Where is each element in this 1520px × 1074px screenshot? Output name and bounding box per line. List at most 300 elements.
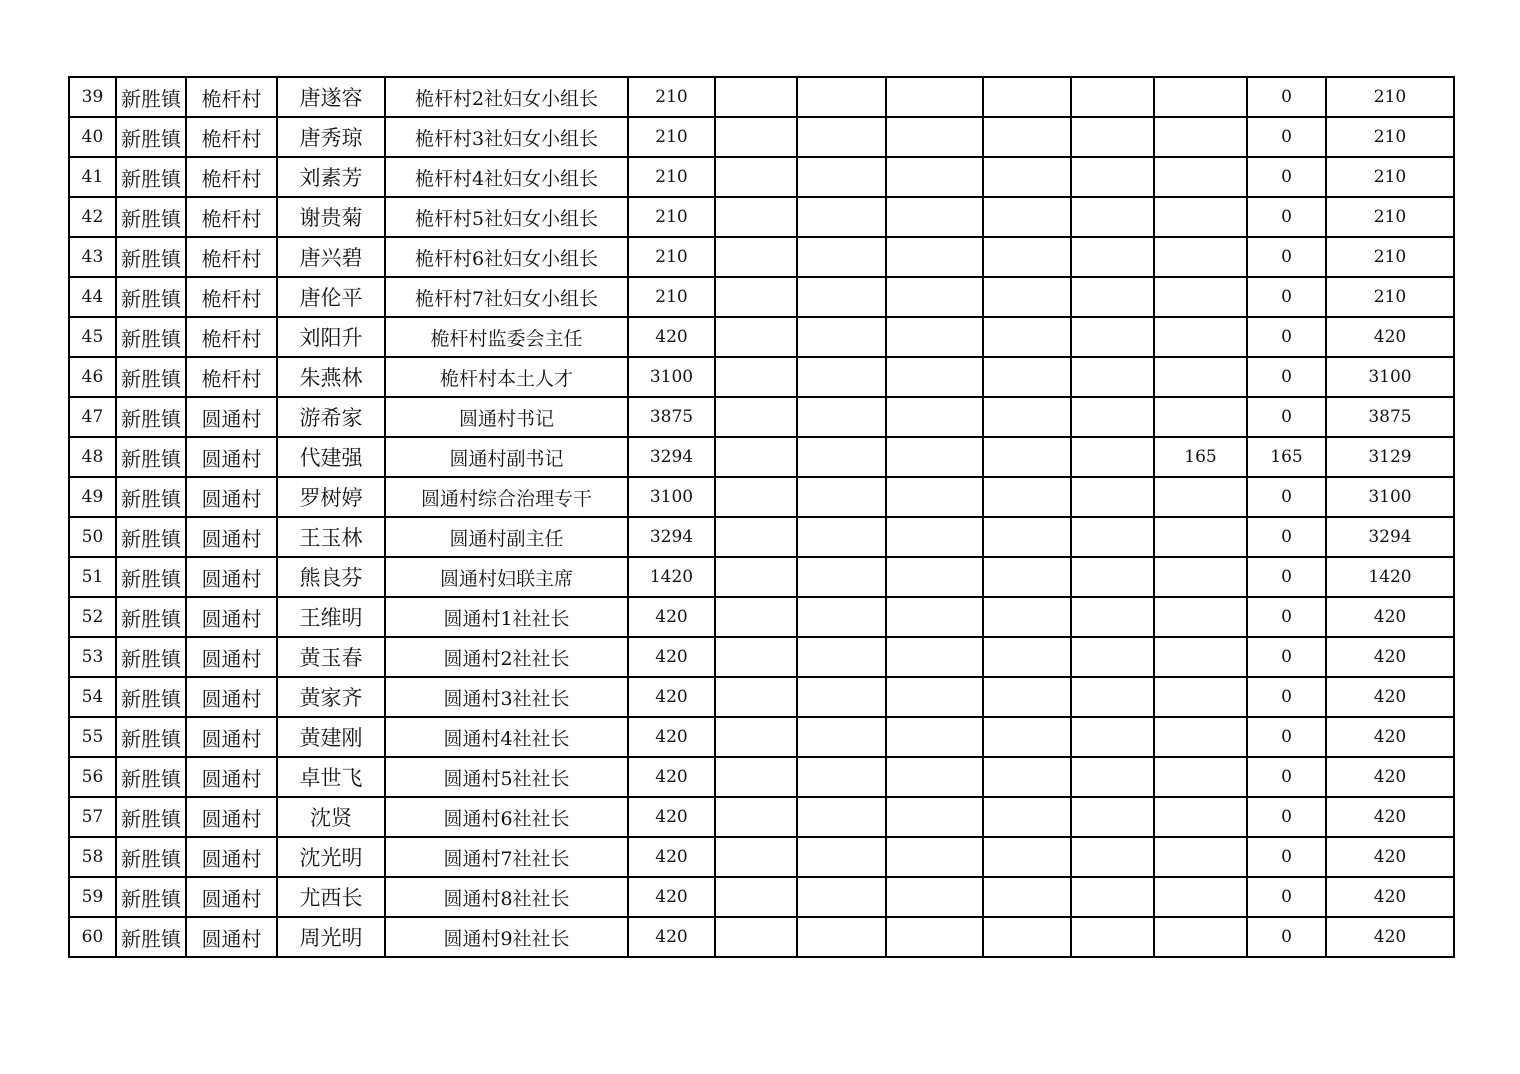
cell-col11 — [1071, 677, 1154, 717]
cell-position: 圆通村4社社长 — [385, 717, 628, 757]
cell-index: 48 — [69, 437, 116, 477]
cell-col7 — [715, 877, 797, 917]
cell-col8 — [797, 357, 886, 397]
cell-index: 58 — [69, 837, 116, 877]
table-row — [69, 357, 1454, 397]
cell-index: 47 — [69, 397, 116, 437]
cell-amount: 3100 — [628, 477, 715, 517]
cell-index: 55 — [69, 717, 116, 757]
cell-col8 — [797, 437, 886, 477]
cell-amount: 210 — [628, 77, 715, 117]
table-row — [69, 237, 1454, 277]
cell-col8 — [797, 757, 886, 797]
cell-deduction-total: 0 — [1247, 117, 1326, 157]
cell-amount: 3875 — [628, 397, 715, 437]
cell-col8 — [797, 517, 886, 557]
cell-town: 新胜镇 — [116, 277, 186, 317]
cell-town: 新胜镇 — [116, 437, 186, 477]
cell-village: 桅杆村 — [186, 237, 277, 277]
cell-index: 43 — [69, 237, 116, 277]
table-row — [69, 917, 1454, 957]
cell-col8 — [797, 477, 886, 517]
cell-col10 — [983, 757, 1071, 797]
cell-position: 圆通村妇联主席 — [385, 557, 628, 597]
cell-col7 — [715, 357, 797, 397]
cell-position: 圆通村1社社长 — [385, 597, 628, 637]
cell-position: 桅杆村7社妇女小组长 — [385, 277, 628, 317]
cell-col9 — [886, 477, 983, 517]
cell-deduction-total: 0 — [1247, 877, 1326, 917]
cell-position: 圆通村7社社长 — [385, 837, 628, 877]
cell-position: 圆通村6社社长 — [385, 797, 628, 837]
cell-col10 — [983, 277, 1071, 317]
cell-col11 — [1071, 477, 1154, 517]
cell-deduction — [1154, 717, 1247, 757]
cell-index: 50 — [69, 517, 116, 557]
cell-col9 — [886, 157, 983, 197]
cell-village: 桅杆村 — [186, 317, 277, 357]
cell-net-amount: 420 — [1326, 317, 1454, 357]
cell-village: 圆通村 — [186, 557, 277, 597]
cell-net-amount: 420 — [1326, 757, 1454, 797]
cell-col9 — [886, 277, 983, 317]
cell-position: 圆通村2社社长 — [385, 637, 628, 677]
cell-person-name: 游希家 — [277, 397, 385, 437]
cell-col9 — [886, 917, 983, 957]
cell-town: 新胜镇 — [116, 717, 186, 757]
cell-town: 新胜镇 — [116, 677, 186, 717]
cell-deduction — [1154, 677, 1247, 717]
cell-col10 — [983, 157, 1071, 197]
cell-amount: 3294 — [628, 437, 715, 477]
cell-col9 — [886, 677, 983, 717]
cell-village: 圆通村 — [186, 517, 277, 557]
cell-deduction — [1154, 277, 1247, 317]
cell-deduction-total: 0 — [1247, 597, 1326, 637]
cell-village: 圆通村 — [186, 597, 277, 637]
cell-col10 — [983, 77, 1071, 117]
cell-col11 — [1071, 557, 1154, 597]
cell-col9 — [886, 317, 983, 357]
cell-col9 — [886, 557, 983, 597]
cell-col8 — [797, 197, 886, 237]
cell-deduction-total: 0 — [1247, 197, 1326, 237]
cell-position: 圆通村书记 — [385, 397, 628, 437]
cell-net-amount: 3100 — [1326, 477, 1454, 517]
table-row — [69, 717, 1454, 757]
cell-col9 — [886, 117, 983, 157]
cell-deduction — [1154, 157, 1247, 197]
cell-deduction-total: 0 — [1247, 397, 1326, 437]
cell-col8 — [797, 397, 886, 437]
cell-person-name: 尤西长 — [277, 877, 385, 917]
cell-position: 圆通村9社社长 — [385, 917, 628, 957]
cell-person-name: 沈贤 — [277, 797, 385, 837]
cell-deduction-total: 0 — [1247, 237, 1326, 277]
cell-col7 — [715, 277, 797, 317]
cell-col11 — [1071, 597, 1154, 637]
cell-col9 — [886, 717, 983, 757]
cell-position: 圆通村副主任 — [385, 517, 628, 557]
cell-net-amount: 420 — [1326, 917, 1454, 957]
cell-person-name: 周光明 — [277, 917, 385, 957]
cell-person-name: 朱燕林 — [277, 357, 385, 397]
cell-town: 新胜镇 — [116, 517, 186, 557]
cell-col11 — [1071, 277, 1154, 317]
table-row — [69, 837, 1454, 877]
cell-town: 新胜镇 — [116, 757, 186, 797]
cell-net-amount: 210 — [1326, 277, 1454, 317]
cell-deduction — [1154, 317, 1247, 357]
cell-amount: 420 — [628, 797, 715, 837]
cell-col10 — [983, 517, 1071, 557]
table-row — [69, 637, 1454, 677]
cell-col7 — [715, 757, 797, 797]
cell-col8 — [797, 797, 886, 837]
cell-col11 — [1071, 637, 1154, 677]
cell-deduction: 165 — [1154, 437, 1247, 477]
table-row — [69, 677, 1454, 717]
cell-col7 — [715, 677, 797, 717]
table-row — [69, 597, 1454, 637]
cell-position: 圆通村5社社长 — [385, 757, 628, 797]
cell-col11 — [1071, 317, 1154, 357]
cell-col11 — [1071, 357, 1154, 397]
cell-col8 — [797, 877, 886, 917]
cell-amount: 420 — [628, 917, 715, 957]
cell-town: 新胜镇 — [116, 917, 186, 957]
cell-village: 圆通村 — [186, 797, 277, 837]
table-body — [69, 77, 1454, 957]
cell-index: 45 — [69, 317, 116, 357]
cell-village: 圆通村 — [186, 477, 277, 517]
cell-index: 44 — [69, 277, 116, 317]
cell-person-name: 卓世飞 — [277, 757, 385, 797]
cell-amount: 420 — [628, 637, 715, 677]
cell-position: 圆通村8社社长 — [385, 877, 628, 917]
cell-amount: 210 — [628, 117, 715, 157]
cell-col11 — [1071, 717, 1154, 757]
cell-col11 — [1071, 437, 1154, 477]
cell-net-amount: 210 — [1326, 197, 1454, 237]
cell-amount: 420 — [628, 717, 715, 757]
cell-col10 — [983, 197, 1071, 237]
cell-town: 新胜镇 — [116, 317, 186, 357]
cell-col10 — [983, 437, 1071, 477]
cell-col8 — [797, 277, 886, 317]
cell-col7 — [715, 237, 797, 277]
cell-amount: 420 — [628, 837, 715, 877]
cell-col10 — [983, 917, 1071, 957]
cell-deduction-total: 0 — [1247, 757, 1326, 797]
cell-village: 圆通村 — [186, 837, 277, 877]
cell-amount: 420 — [628, 677, 715, 717]
cell-col9 — [886, 637, 983, 677]
cell-net-amount: 210 — [1326, 157, 1454, 197]
salary-table — [68, 76, 1455, 958]
cell-deduction — [1154, 517, 1247, 557]
cell-person-name: 黄建刚 — [277, 717, 385, 757]
table-row — [69, 557, 1454, 597]
cell-village: 圆通村 — [186, 397, 277, 437]
cell-amount: 210 — [628, 157, 715, 197]
cell-net-amount: 3129 — [1326, 437, 1454, 477]
cell-person-name: 王维明 — [277, 597, 385, 637]
cell-col11 — [1071, 237, 1154, 277]
cell-col9 — [886, 357, 983, 397]
cell-deduction-total: 0 — [1247, 557, 1326, 597]
cell-town: 新胜镇 — [116, 397, 186, 437]
cell-position: 桅杆村2社妇女小组长 — [385, 77, 628, 117]
cell-deduction — [1154, 837, 1247, 877]
table-row — [69, 437, 1454, 477]
cell-deduction-total: 0 — [1247, 917, 1326, 957]
table-row — [69, 157, 1454, 197]
cell-deduction-total: 0 — [1247, 717, 1326, 757]
cell-village: 桅杆村 — [186, 197, 277, 237]
cell-col10 — [983, 677, 1071, 717]
cell-person-name: 刘素芳 — [277, 157, 385, 197]
cell-village: 桅杆村 — [186, 357, 277, 397]
cell-person-name: 唐兴碧 — [277, 237, 385, 277]
cell-amount: 420 — [628, 597, 715, 637]
cell-village: 桅杆村 — [186, 117, 277, 157]
cell-town: 新胜镇 — [116, 597, 186, 637]
cell-position: 圆通村副书记 — [385, 437, 628, 477]
cell-person-name: 唐遂容 — [277, 77, 385, 117]
cell-net-amount: 420 — [1326, 717, 1454, 757]
cell-col11 — [1071, 877, 1154, 917]
cell-col9 — [886, 797, 983, 837]
cell-deduction-total: 0 — [1247, 637, 1326, 677]
cell-col9 — [886, 597, 983, 637]
cell-amount: 420 — [628, 317, 715, 357]
cell-net-amount: 420 — [1326, 637, 1454, 677]
cell-col10 — [983, 317, 1071, 357]
cell-village: 圆通村 — [186, 717, 277, 757]
table-row — [69, 397, 1454, 437]
cell-position: 桅杆村本土人才 — [385, 357, 628, 397]
cell-col10 — [983, 557, 1071, 597]
cell-net-amount: 3875 — [1326, 397, 1454, 437]
cell-deduction — [1154, 917, 1247, 957]
cell-col10 — [983, 237, 1071, 277]
cell-net-amount: 420 — [1326, 837, 1454, 877]
cell-col10 — [983, 717, 1071, 757]
cell-deduction-total: 0 — [1247, 517, 1326, 557]
cell-col7 — [715, 197, 797, 237]
cell-village: 圆通村 — [186, 917, 277, 957]
cell-deduction-total: 0 — [1247, 837, 1326, 877]
cell-deduction — [1154, 797, 1247, 837]
cell-person-name: 王玉林 — [277, 517, 385, 557]
cell-index: 53 — [69, 637, 116, 677]
cell-net-amount: 420 — [1326, 597, 1454, 637]
cell-position: 圆通村3社社长 — [385, 677, 628, 717]
cell-village: 桅杆村 — [186, 77, 277, 117]
cell-col11 — [1071, 197, 1154, 237]
cell-col11 — [1071, 157, 1154, 197]
cell-position: 桅杆村5社妇女小组长 — [385, 197, 628, 237]
cell-amount: 3294 — [628, 517, 715, 557]
cell-town: 新胜镇 — [116, 197, 186, 237]
cell-col7 — [715, 517, 797, 557]
cell-col8 — [797, 317, 886, 357]
cell-deduction — [1154, 637, 1247, 677]
table-row — [69, 277, 1454, 317]
cell-village: 圆通村 — [186, 757, 277, 797]
cell-col11 — [1071, 837, 1154, 877]
table-row — [69, 877, 1454, 917]
cell-col7 — [715, 157, 797, 197]
cell-person-name: 唐伦平 — [277, 277, 385, 317]
cell-col7 — [715, 797, 797, 837]
cell-amount: 3100 — [628, 357, 715, 397]
table-row — [69, 317, 1454, 357]
cell-village: 圆通村 — [186, 677, 277, 717]
cell-col8 — [797, 117, 886, 157]
cell-col8 — [797, 717, 886, 757]
cell-col11 — [1071, 517, 1154, 557]
cell-deduction — [1154, 877, 1247, 917]
cell-net-amount: 3294 — [1326, 517, 1454, 557]
table-row — [69, 77, 1454, 117]
table-row — [69, 797, 1454, 837]
cell-col7 — [715, 597, 797, 637]
cell-col10 — [983, 877, 1071, 917]
cell-col8 — [797, 917, 886, 957]
cell-deduction — [1154, 197, 1247, 237]
cell-deduction-total: 0 — [1247, 357, 1326, 397]
cell-net-amount: 420 — [1326, 797, 1454, 837]
cell-position: 桅杆村监委会主任 — [385, 317, 628, 357]
cell-person-name: 黄玉春 — [277, 637, 385, 677]
cell-town: 新胜镇 — [116, 237, 186, 277]
cell-amount: 420 — [628, 757, 715, 797]
cell-town: 新胜镇 — [116, 837, 186, 877]
cell-net-amount: 210 — [1326, 237, 1454, 277]
cell-col11 — [1071, 397, 1154, 437]
cell-col7 — [715, 917, 797, 957]
cell-col8 — [797, 157, 886, 197]
cell-net-amount: 1420 — [1326, 557, 1454, 597]
cell-town: 新胜镇 — [116, 357, 186, 397]
cell-town: 新胜镇 — [116, 877, 186, 917]
cell-col7 — [715, 437, 797, 477]
cell-town: 新胜镇 — [116, 157, 186, 197]
cell-col9 — [886, 877, 983, 917]
cell-town: 新胜镇 — [116, 637, 186, 677]
cell-town: 新胜镇 — [116, 117, 186, 157]
cell-village: 桅杆村 — [186, 157, 277, 197]
cell-col11 — [1071, 757, 1154, 797]
cell-deduction — [1154, 397, 1247, 437]
cell-index: 56 — [69, 757, 116, 797]
cell-town: 新胜镇 — [116, 477, 186, 517]
cell-amount: 1420 — [628, 557, 715, 597]
cell-col11 — [1071, 797, 1154, 837]
cell-col10 — [983, 597, 1071, 637]
cell-person-name: 代建强 — [277, 437, 385, 477]
cell-deduction-total: 0 — [1247, 797, 1326, 837]
cell-position: 桅杆村6社妇女小组长 — [385, 237, 628, 277]
cell-person-name: 唐秀琼 — [277, 117, 385, 157]
cell-index: 39 — [69, 77, 116, 117]
cell-net-amount: 420 — [1326, 877, 1454, 917]
cell-col8 — [797, 677, 886, 717]
cell-col7 — [715, 77, 797, 117]
cell-net-amount: 420 — [1326, 677, 1454, 717]
cell-person-name: 谢贵菊 — [277, 197, 385, 237]
table-row — [69, 517, 1454, 557]
cell-net-amount: 3100 — [1326, 357, 1454, 397]
cell-col8 — [797, 77, 886, 117]
table-row — [69, 757, 1454, 797]
cell-col7 — [715, 837, 797, 877]
cell-col7 — [715, 117, 797, 157]
cell-village: 圆通村 — [186, 437, 277, 477]
cell-town: 新胜镇 — [116, 557, 186, 597]
table-row — [69, 197, 1454, 237]
cell-position: 桅杆村3社妇女小组长 — [385, 117, 628, 157]
cell-col8 — [797, 557, 886, 597]
cell-position: 桅杆村4社妇女小组长 — [385, 157, 628, 197]
cell-deduction-total: 0 — [1247, 77, 1326, 117]
cell-town: 新胜镇 — [116, 797, 186, 837]
cell-col10 — [983, 357, 1071, 397]
table-row — [69, 477, 1454, 517]
cell-deduction — [1154, 757, 1247, 797]
cell-col7 — [715, 317, 797, 357]
cell-person-name: 罗树婷 — [277, 477, 385, 517]
cell-deduction-total: 0 — [1247, 277, 1326, 317]
cell-col11 — [1071, 117, 1154, 157]
cell-amount: 210 — [628, 237, 715, 277]
cell-col9 — [886, 197, 983, 237]
cell-col10 — [983, 797, 1071, 837]
cell-index: 57 — [69, 797, 116, 837]
cell-col7 — [715, 477, 797, 517]
cell-village: 圆通村 — [186, 877, 277, 917]
cell-deduction — [1154, 77, 1247, 117]
table-row — [69, 117, 1454, 157]
cell-col7 — [715, 397, 797, 437]
cell-col9 — [886, 837, 983, 877]
cell-col8 — [797, 837, 886, 877]
cell-index: 60 — [69, 917, 116, 957]
cell-deduction — [1154, 357, 1247, 397]
cell-net-amount: 210 — [1326, 117, 1454, 157]
cell-col7 — [715, 637, 797, 677]
cell-col9 — [886, 437, 983, 477]
cell-index: 42 — [69, 197, 116, 237]
cell-town: 新胜镇 — [116, 77, 186, 117]
cell-col8 — [797, 637, 886, 677]
cell-col11 — [1071, 77, 1154, 117]
cell-person-name: 刘阳升 — [277, 317, 385, 357]
cell-deduction-total: 165 — [1247, 437, 1326, 477]
cell-person-name: 沈光明 — [277, 837, 385, 877]
cell-index: 49 — [69, 477, 116, 517]
cell-deduction-total: 0 — [1247, 477, 1326, 517]
cell-col9 — [886, 757, 983, 797]
cell-col10 — [983, 397, 1071, 437]
cell-deduction — [1154, 597, 1247, 637]
cell-position: 圆通村综合治理专干 — [385, 477, 628, 517]
cell-deduction-total: 0 — [1247, 157, 1326, 197]
cell-index: 41 — [69, 157, 116, 197]
cell-index: 46 — [69, 357, 116, 397]
